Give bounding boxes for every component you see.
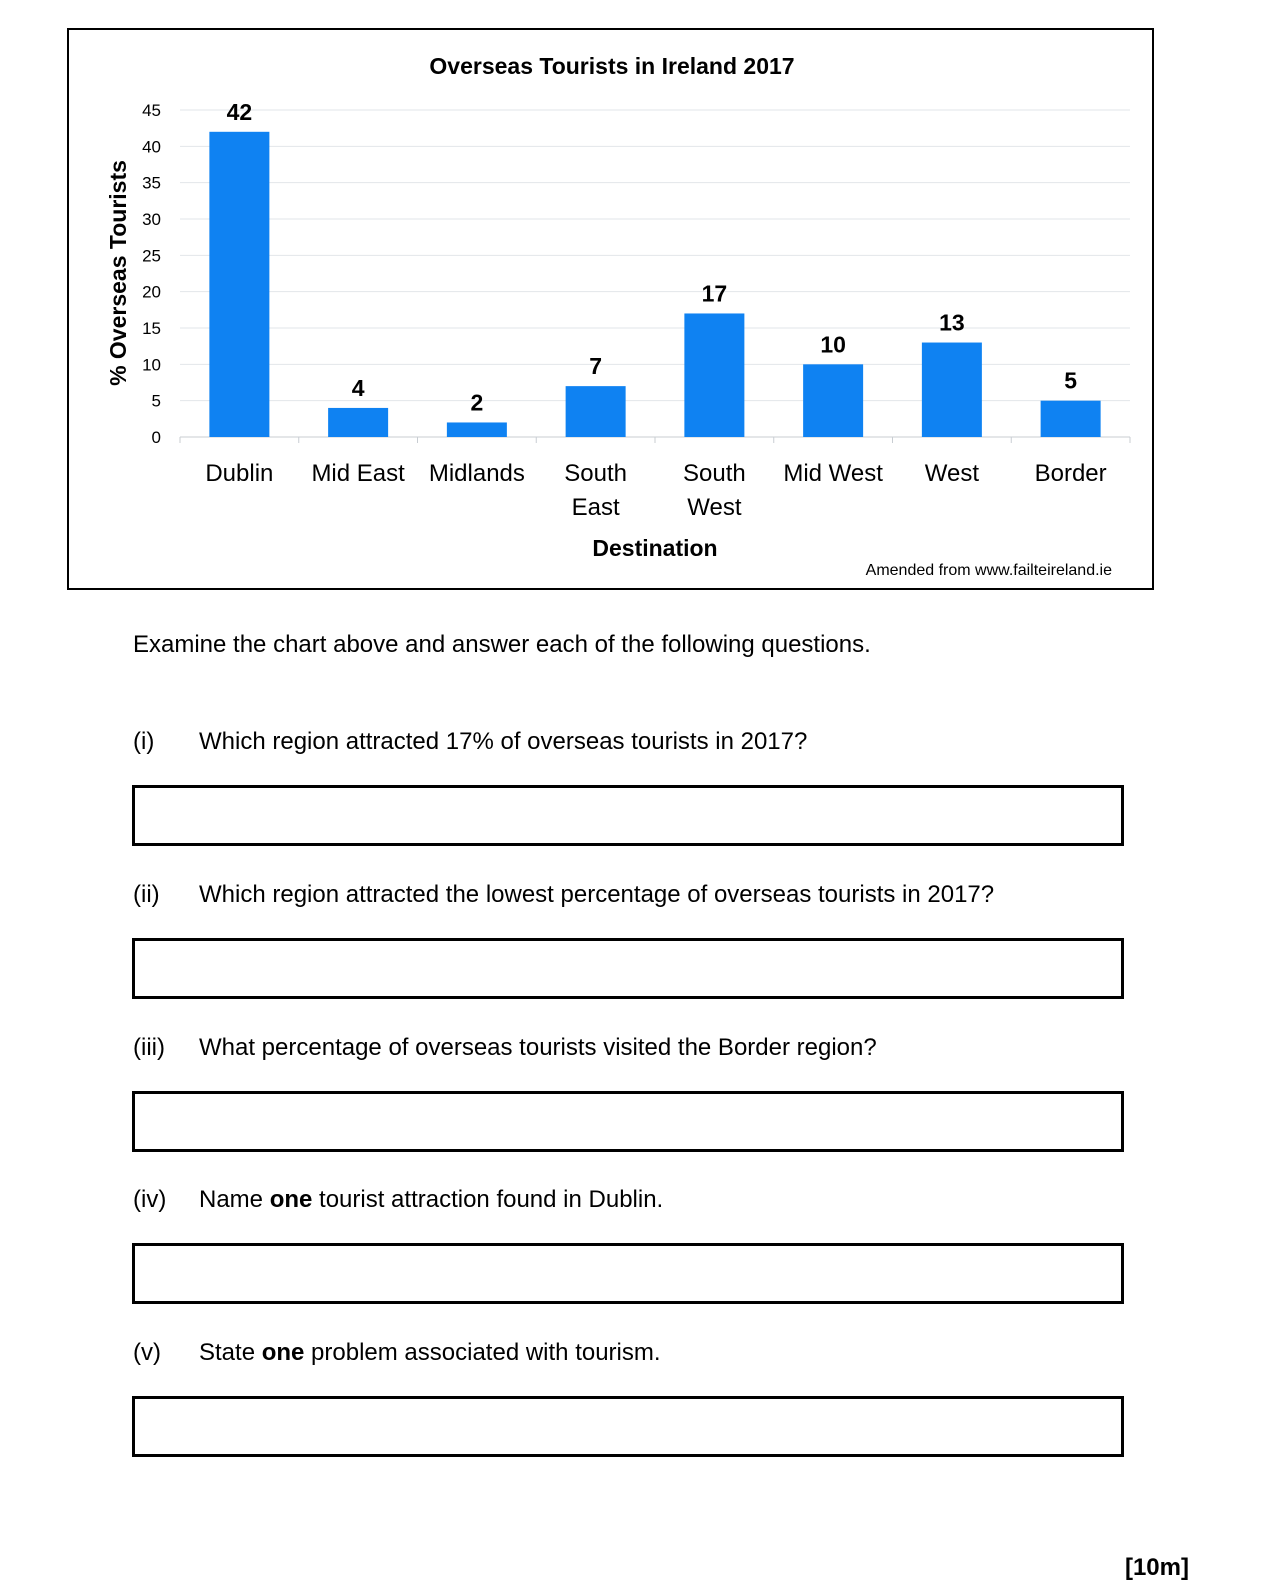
bar xyxy=(566,386,626,437)
question-emphasis: one xyxy=(269,1186,313,1213)
y-tick-label: 15 xyxy=(142,319,161,338)
question-emphasis: one xyxy=(261,1339,305,1366)
x-tick-label: Mid East xyxy=(311,460,405,487)
y-tick-label: 35 xyxy=(142,173,161,193)
answer-box-3[interactable] xyxy=(132,1091,1124,1152)
bar xyxy=(803,364,863,437)
question-text-start: State xyxy=(199,1339,262,1366)
x-tick-label: West xyxy=(687,494,742,521)
question-text: Which region attracted the lowest percentage of overseas tourists in 2017? xyxy=(199,881,995,908)
x-tick-label: Mid West xyxy=(783,460,883,487)
answer-box-1[interactable] xyxy=(132,785,1124,846)
question-2 xyxy=(133,880,994,910)
question-number: (ii) xyxy=(133,881,160,908)
data-label: 7 xyxy=(589,353,603,380)
data-label: 10 xyxy=(820,331,846,358)
answer-box-4[interactable] xyxy=(132,1243,1124,1304)
chart-frame xyxy=(67,28,1154,590)
data-label: 17 xyxy=(701,280,728,307)
data-label: 5 xyxy=(1064,367,1078,394)
x-tick-label: South xyxy=(564,460,627,487)
y-tick-label: 10 xyxy=(142,355,161,375)
y-tick-label: 20 xyxy=(142,282,161,302)
answer-box-5[interactable] xyxy=(132,1396,1124,1457)
question-5 xyxy=(133,1338,661,1368)
x-tick-label: Midlands xyxy=(428,460,525,487)
question-3 xyxy=(133,1033,877,1063)
y-tick-label: 45 xyxy=(142,101,161,120)
bar-chart xyxy=(69,30,1156,592)
bar xyxy=(209,132,269,437)
bar xyxy=(447,422,507,437)
answer-box-2[interactable] xyxy=(132,938,1124,999)
question-4 xyxy=(133,1185,663,1215)
question-number: (iii) xyxy=(133,1034,165,1061)
marks-label: [10m] xyxy=(1124,1554,1189,1581)
question-text: Which region attracted 17% of overseas tourists in 2017? xyxy=(199,728,808,755)
data-label: 13 xyxy=(939,309,965,336)
x-tick-label: Border xyxy=(1034,460,1107,487)
y-tick-label: 5 xyxy=(151,391,161,411)
bar xyxy=(922,343,982,437)
x-tick-label: South xyxy=(683,460,746,487)
question-1 xyxy=(133,727,807,757)
y-tick-label: 30 xyxy=(142,210,161,229)
data-label: 42 xyxy=(226,98,253,125)
bar xyxy=(328,408,388,437)
question-text-end: tourist attraction found in Dublin. xyxy=(312,1186,664,1213)
question-number: (iv) xyxy=(133,1186,167,1213)
y-tick-label: 25 xyxy=(142,246,161,266)
bar xyxy=(1041,401,1101,437)
data-label: 2 xyxy=(470,389,484,416)
y-tick-label: 40 xyxy=(142,137,161,157)
y-tick-label: 0 xyxy=(151,428,161,447)
chart-title: Overseas Tourists in Ireland 2017 xyxy=(429,53,795,79)
bar xyxy=(684,313,744,437)
question-text-start: Name xyxy=(199,1186,270,1213)
x-axis-label: Destination xyxy=(592,535,718,561)
question-number: (i) xyxy=(133,728,155,755)
x-tick-label: West xyxy=(924,460,979,487)
question-text: What percentage of overseas tourists visited the Border region? xyxy=(199,1034,877,1061)
x-tick-label: East xyxy=(571,494,620,521)
question-number: (v) xyxy=(133,1339,161,1366)
question-text-end: problem associated with tourism. xyxy=(304,1339,661,1366)
chart-source: Amended from www.failteireland.ie xyxy=(865,562,1112,579)
x-tick-label: Dublin xyxy=(205,460,274,487)
data-label: 4 xyxy=(351,374,365,401)
y-axis-label: % Overseas Tourists xyxy=(105,160,131,386)
instruction-text: Examine the chart above and answer each of the following questions. xyxy=(133,631,871,658)
